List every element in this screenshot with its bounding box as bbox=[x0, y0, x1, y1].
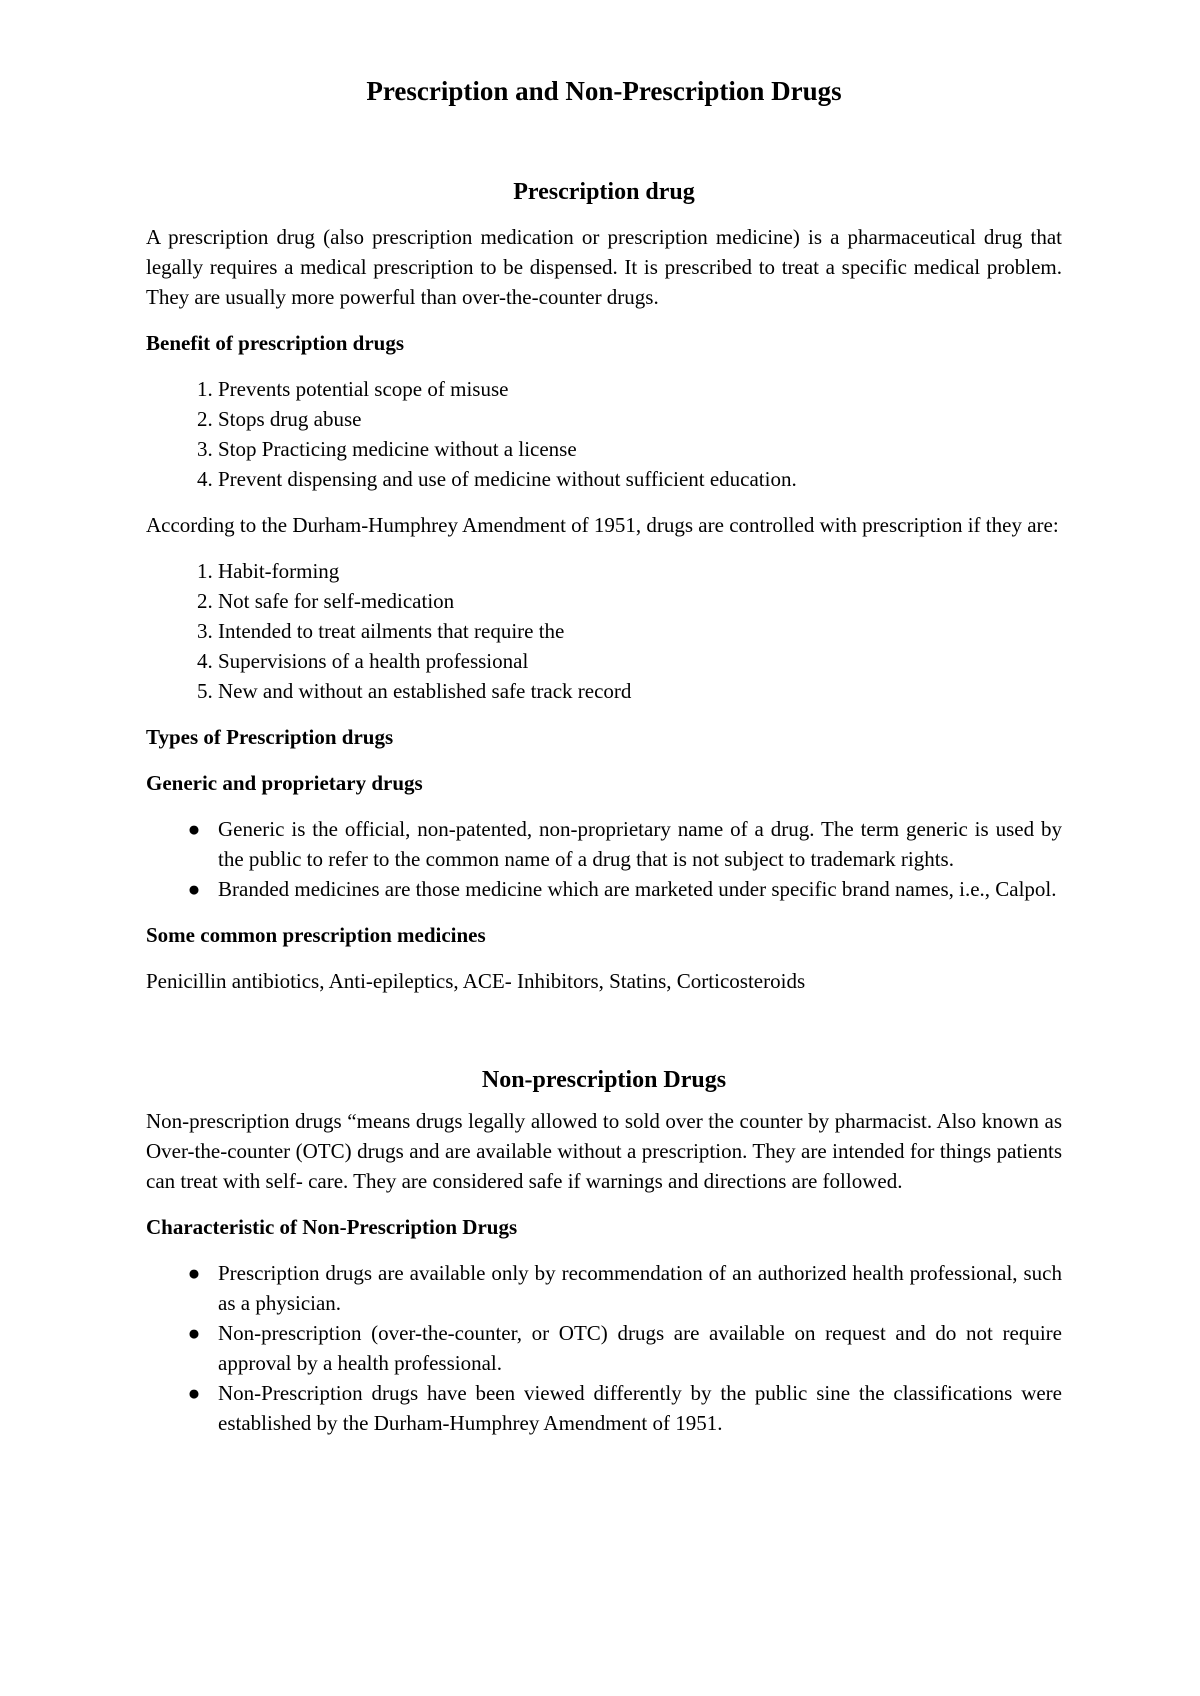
bullet-icon: ● bbox=[187, 1381, 201, 1405]
durham-intro: According to the Durham-Humphrey Amendment of 1951, drugs are controlled with prescription if they are: bbox=[146, 513, 1059, 537]
prescription-heading: Prescription drug bbox=[513, 179, 695, 205]
list-item bbox=[187, 874, 1062, 904]
list-item: 1. Habit-forming bbox=[218, 556, 1062, 586]
bullet-icon: ● bbox=[187, 1321, 201, 1345]
bullet-icon: ● bbox=[187, 1261, 201, 1285]
list-item: 2. Stops drug abuse bbox=[218, 404, 1062, 434]
list-item-text: Generic is the official, non-patented, non-proprietary name of a drug. The term generic is used by the public to refer to the common name of a drug that is not subject to trademark rights. bbox=[218, 817, 1062, 871]
nonprescription-heading: Non-prescription Drugs bbox=[481, 1067, 727, 1093]
bullet-icon: ● bbox=[187, 877, 201, 901]
characteristic-list bbox=[146, 1258, 1062, 1438]
list-item bbox=[187, 1318, 1062, 1378]
durham-list bbox=[146, 556, 1062, 706]
characteristic-heading: Characteristic of Non-Prescription Drugs bbox=[146, 1215, 518, 1239]
list-item-text: Non-prescription (over-the-counter, or OTC) drugs are available on request and do not require approval by a health professional. bbox=[218, 1321, 1062, 1375]
list-item bbox=[187, 814, 1062, 874]
types-heading: Types of Prescription drugs bbox=[146, 725, 394, 749]
common-list: Penicillin antibiotics, Anti-epileptics, ACE- Inhibitors, Statins, Corticosteroids bbox=[146, 969, 806, 993]
list-item: 4. Supervisions of a health professional bbox=[218, 646, 1062, 676]
list-item-text: Non-Prescription drugs have been viewed differently by the public sine the classifications were established by the Durham-Humphrey Amendment of 1951. bbox=[218, 1381, 1062, 1435]
list-item-text: Prescription drugs are available only by recommendation of an authorized health professional, such as a physician. bbox=[218, 1261, 1062, 1315]
list-item: 1. Prevents potential scope of misuse bbox=[218, 374, 1062, 404]
benefit-list bbox=[146, 374, 1062, 494]
prescription-intro: A prescription drug (also prescription medication or prescription medicine) is a pharmaceutical drug that legally requires a medical prescription to be dispensed. It is prescribed to treat a specific medical problem. They are usually more powerful than over-the-counter drugs. bbox=[146, 225, 1062, 309]
list-item: 3. Stop Practicing medicine without a license bbox=[218, 434, 1062, 464]
list-item-text: Branded medicines are those medicine which are marketed under specific brand names, i.e., Calpol. bbox=[218, 877, 1057, 901]
list-item: 2. Not safe for self-medication bbox=[218, 586, 1062, 616]
document-page bbox=[146, 62, 1062, 1454]
list-item bbox=[187, 1378, 1062, 1438]
generic-heading: Generic and proprietary drugs bbox=[146, 771, 423, 795]
list-item: 4. Prevent dispensing and use of medicine without sufficient education. bbox=[218, 464, 1062, 494]
generic-list bbox=[146, 814, 1062, 904]
document-title: Prescription and Non-Prescription Drugs bbox=[366, 76, 842, 106]
benefit-heading: Benefit of prescription drugs bbox=[146, 331, 405, 355]
bullet-icon: ● bbox=[187, 817, 201, 841]
common-heading: Some common prescription medicines bbox=[146, 923, 486, 947]
list-item: 5. New and without an established safe track record bbox=[218, 676, 1062, 706]
list-item: 3. Intended to treat ailments that require the bbox=[218, 616, 1062, 646]
nonprescription-intro: Non-prescription drugs “means drugs legally allowed to sold over the counter by pharmacist. Also known as Over-the-counter (OTC) drugs and are available without a prescription. They are intended for things patients can treat with self- care. They are considered safe if warnings and directions are followed. bbox=[146, 1109, 1062, 1193]
list-item bbox=[187, 1258, 1062, 1318]
